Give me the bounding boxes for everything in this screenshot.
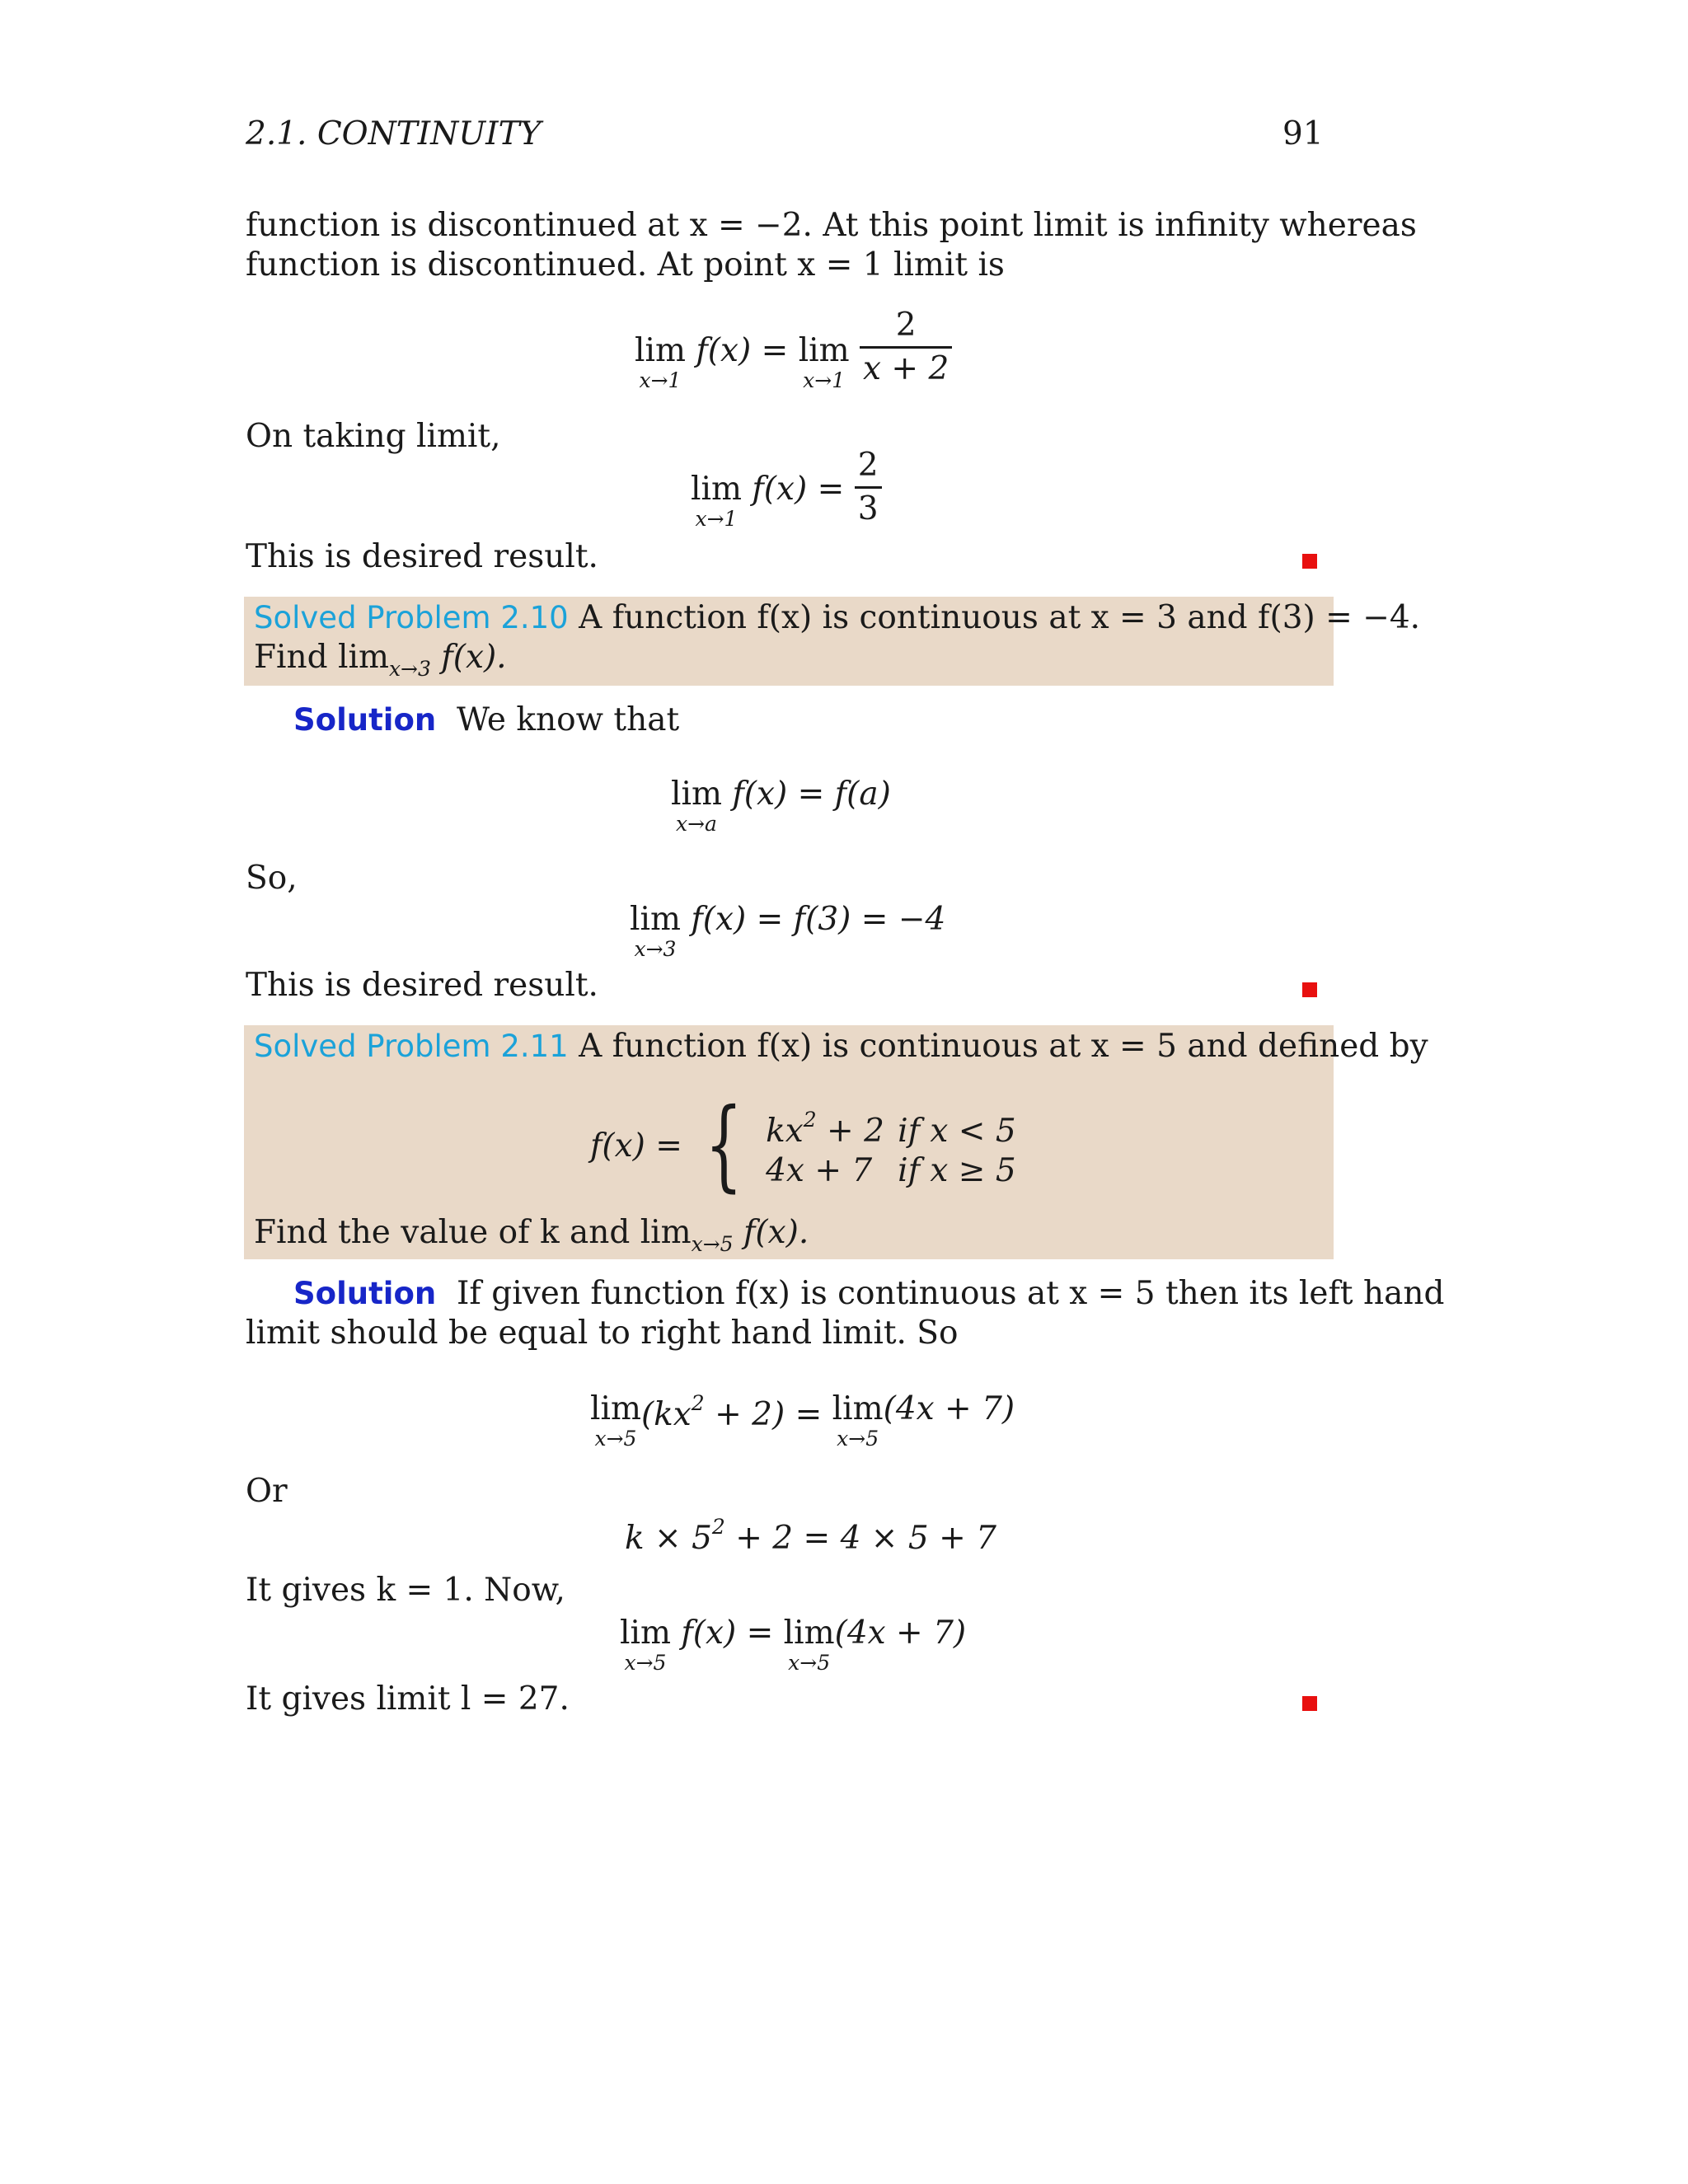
gives-k-text: It gives k = 1. Now, <box>246 1572 565 1609</box>
limit-operator: lim x→1 <box>798 332 850 392</box>
equation-limit-x-to-1: lim x→1 f(x) = lim x→1 $\frac{2}{x + 2}$ <box>635 312 952 396</box>
piecewise-function: f(x) = { $kx^2 + 2$ if x < 5 4x + 7 if x ≥ 5 <box>590 1088 1016 1202</box>
gives-limit-text: It gives limit l = 27. <box>246 1680 570 1718</box>
equation-substitution: $k \times 5^2 + 2 = 4 \times 5 + 7$ <box>625 1515 996 1557</box>
equation-limit-x-to-3: lim x→3 f(x) = f(3) = −4 <box>630 901 946 961</box>
problem-label: Solved Problem 2.10 <box>254 600 569 635</box>
problem-label: Solved Problem 2.11 <box>254 1029 569 1064</box>
qed-square <box>1302 1696 1317 1711</box>
solution-label: Solution <box>293 1276 437 1311</box>
qed-square <box>1302 554 1317 569</box>
left-brace: { <box>705 1088 743 1202</box>
equation-final-limit: lim x→5 f(x) = lim x→5 (4x + 7) <box>620 1615 967 1675</box>
solution-2-11-line-2: limit should be equal to right hand limit. So <box>246 1315 959 1352</box>
qed-square <box>1302 982 1317 997</box>
running-header: 2.1. CONTINUITY <box>246 115 542 152</box>
so-text: So, <box>246 860 298 897</box>
equation-left-right-limits: lim x→5 $(kx^2 + 2) = \lim$ x→5 (4x + 7) <box>590 1390 1015 1451</box>
problem-2-11-line-1: Solved Problem 2.11 A function f(x) is continuous at x = 5 and defined by <box>254 1028 1428 1065</box>
intro-line-1: function is discontinued at x = −2. At this point limit is infinity whereas <box>246 207 1417 244</box>
limit-operator: lim x→1 <box>635 332 686 392</box>
taking-limit-text: On taking limit, <box>246 418 501 455</box>
result-text-1: This is desired result. <box>246 538 598 575</box>
solution-2-10-intro: Solution We know that <box>293 701 680 738</box>
problem-2-10-line-2: Find $\lim_{x\to 3} f(x)$. <box>254 639 507 681</box>
solution-label: Solution <box>293 702 437 738</box>
problem-2-11-find: Find the value of k and $\lim_{x\to 5} f(x)$. <box>254 1214 809 1256</box>
result-text-2: This is desired result. <box>246 967 598 1004</box>
solution-2-11-line-1: Solution If given function f(x) is continuous at x = 5 then its left hand <box>293 1275 1445 1312</box>
piecewise-cases: $kx^2 + 2$ if x < 5 4x + 7 if x ≥ 5 <box>766 1108 1016 1189</box>
problem-2-10-line-1: Solved Problem 2.10 A function f(x) is continuous at x = 3 and f(3) = −4. <box>254 599 1421 636</box>
equation-limit-result: lim x→1 f(x) = $\frac{2}{3}$ <box>691 452 882 537</box>
or-text: Or <box>246 1473 288 1510</box>
fraction: $\frac{2}{x + 2}$ <box>860 305 952 390</box>
equation-limit-x-to-a: lim x→a f(x) = f(a) <box>671 776 891 836</box>
intro-line-2: function is discontinued. At point x = 1 limit is <box>246 246 1005 284</box>
page-number: 91 <box>1282 115 1324 152</box>
